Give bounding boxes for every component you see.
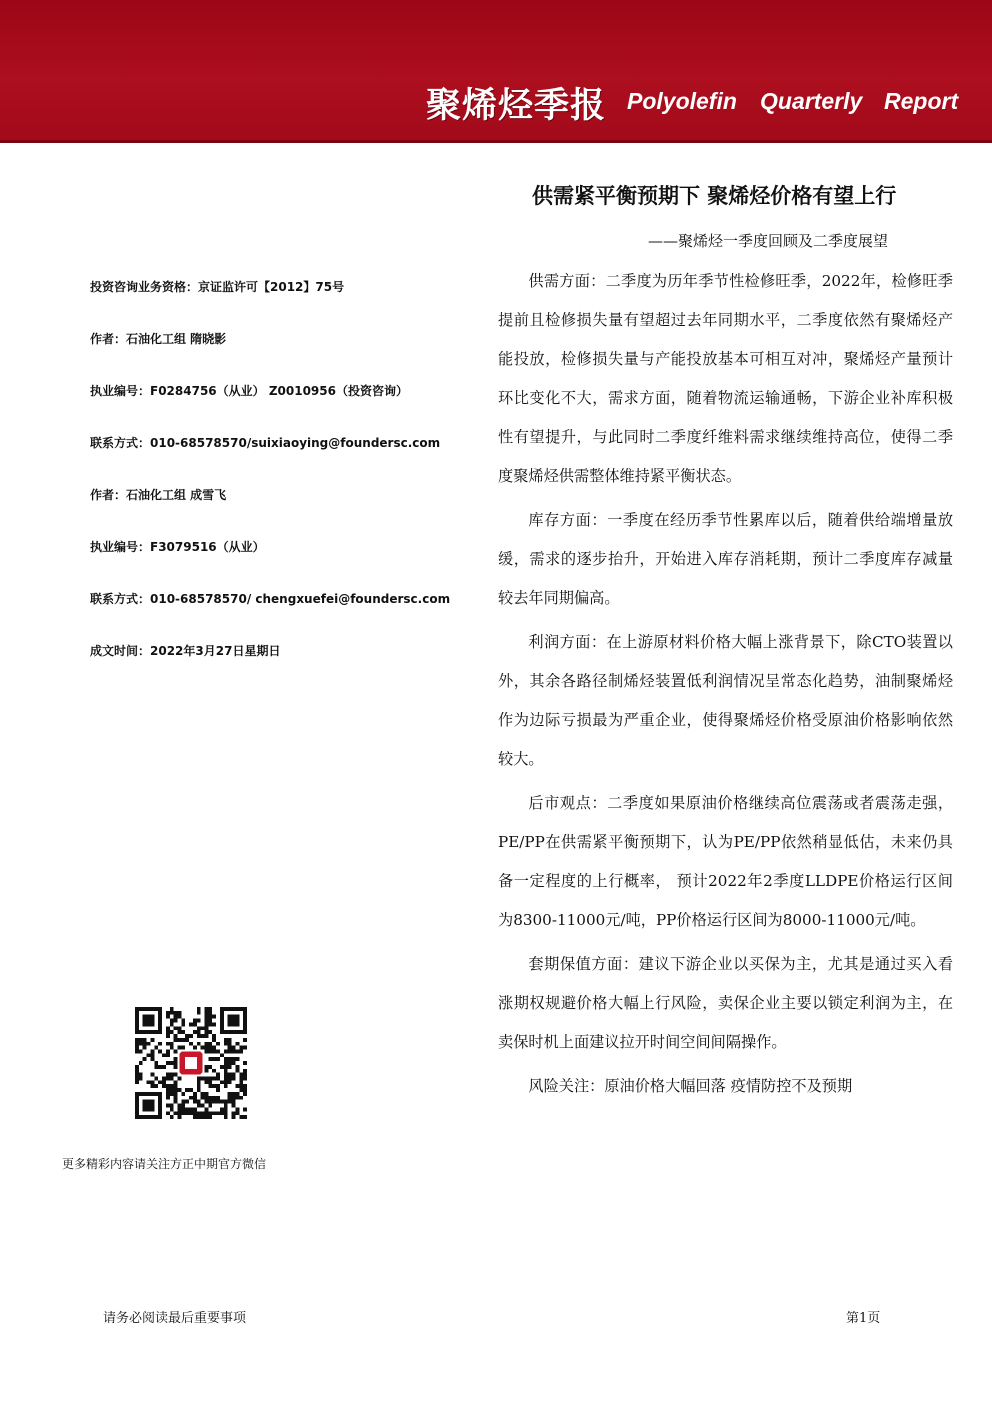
author-line-2: 作者：石油化工组 成雪飞	[90, 488, 227, 502]
report-title-en-quarterly: Quarterly	[760, 88, 863, 114]
date-line: 成文时间：2022年3月27日星期日	[90, 644, 281, 658]
author-line-1: 作者：石油化工组 隋晓影	[90, 332, 227, 346]
qr-code-icon	[135, 1007, 247, 1119]
contact-line-2: 联系方式：010-68578570/ chengxuefei@foundersc.com	[90, 592, 451, 606]
report-title-en-report: Report	[884, 88, 959, 114]
article-title: 供需紧平衡预期下 聚烯烃价格有望上行	[532, 184, 897, 208]
license-line-2: 执业编号：F3079516（从业）	[90, 540, 265, 554]
report-title-cn: 聚烯烃季报	[426, 86, 607, 126]
qualification-line: 投资咨询业务资格：京证监许可【2012】75号	[90, 280, 345, 294]
paragraph-supply-demand: 供需方面：二季度为历年季节性检修旺季，2022年，检修旺季提前且检修损失量有望超过去年同期水平，二季度依然有聚烯烃产能投放，检修损失量与产能投放基本可相互对冲，聚烯烃产量预计环比变化不大，需求方面，随着物流运输通畅，下游企业补库积极性有望提升，与此同时二季度纤维料需求继续维持高位，使得二季度聚烯烃供需整体维持紧平衡状态。	[498, 272, 953, 485]
article-body	[498, 262, 953, 1111]
article-subtitle: ——聚烯烃一季度回顾及二季度展望	[648, 232, 889, 250]
header-banner-edge	[0, 140, 992, 143]
license-line-1: 执业编号：F0284756（从业） Z0010956（投资咨询）	[90, 384, 408, 398]
paragraph-hedging: 套期保值方面：建议下游企业以买保为主，尤其是通过买入看涨期权规避价格大幅上行风险，卖保企业主要以锁定利润为主，在卖保时机上面建议拉开时间空间间隔操作。	[498, 955, 953, 1051]
report-title-en-polyolefin: Polyolefin	[627, 88, 737, 114]
paragraph-profit: 利润方面：在上游原材料价格大幅上涨背景下，除CTO装置以外，其余各路径制烯烃装置低利润情况呈常态化趋势，油制聚烯烃作为边际亏损最为严重企业，使得聚烯烃价格受原油价格影响依然较大。	[498, 633, 953, 768]
paragraph-risk: 风险关注：原油价格大幅回落 疫情防控不及预期	[528, 1077, 853, 1095]
qr-caption: 更多精彩内容请关注方正中期官方微信	[62, 1157, 267, 1171]
paragraph-inventory: 库存方面：一季度在经历季节性累库以后，随着供给端增量放缓，需求的逐步抬升，开始进入库存消耗期，预计二季度库存减量较去年同期偏高。	[498, 511, 953, 607]
footer-disclaimer: 请务必阅读最后重要事项	[103, 1311, 247, 1326]
page-number: 第1页	[846, 1311, 881, 1326]
paragraph-outlook: 后市观点：二季度如果原油价格继续高位震荡或者震荡走强，PE/PP在供需紧平衡预期下，认为PE/PP依然稍显低估，未来仍具备一定程度的上行概率， 预计2022年2季度LLDPE价格运行区间为8300-11000元/吨，PP价格运行区间为8000-11000元/吨。	[498, 794, 953, 929]
contact-line-1: 联系方式：010-68578570/suixiaoying@foundersc.com	[90, 436, 441, 450]
